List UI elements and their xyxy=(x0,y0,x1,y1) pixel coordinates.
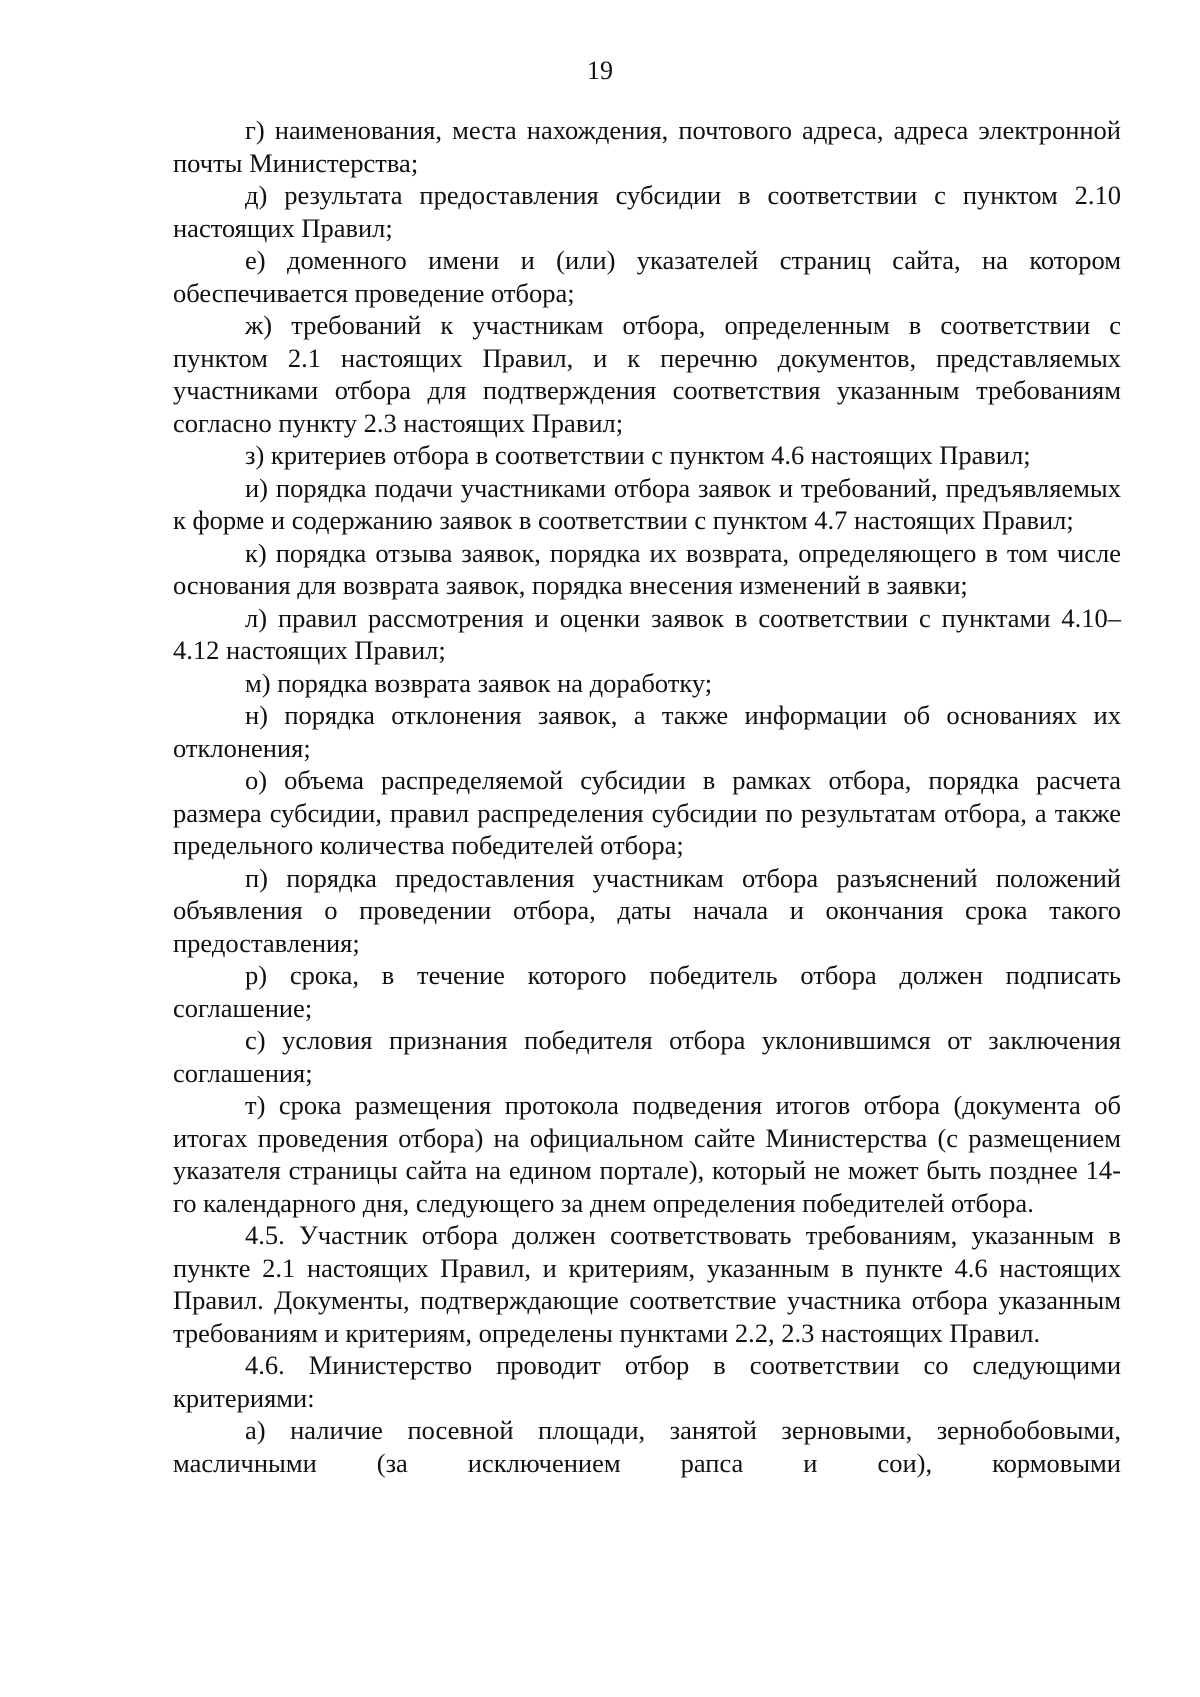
paragraph-item-m: м) порядка возврата заявок на доработку; xyxy=(245,667,713,698)
paragraph-item-g: г) наименования, места нахождения, почтового адреса, адреса электронной почты Министерства; xyxy=(173,115,1121,178)
paragraph-item-s: с) условия признания победителя отбора уклонившимся от заключения соглашения; xyxy=(173,1025,1121,1088)
paragraph-item-n: н) порядка отклонения заявок, а также информации об основаниях их отклонения; xyxy=(173,700,1121,763)
page-number: 19 xyxy=(587,56,613,85)
paragraph-item-zh: ж) требований к участникам отбора, определенным в соответствии с пунктом 2.1 настоящих Правил, и к перечню документов, представляемых участниками отбора для подтверждения соответствия указанным требованиям согласно пункту 2.3 настоящих Правил; xyxy=(173,310,1121,438)
paragraph-criterion-a: а) наличие посевной площади, занятой зерновыми, зернобобовыми, масличными (за исключением рапса и сои), кормовыми xyxy=(173,1415,1121,1478)
paragraph-item-r: р) срока, в течение которого победитель отбора должен подписать соглашение; xyxy=(173,960,1121,1023)
document-body xyxy=(173,114,1121,1479)
paragraph-item-i: и) порядка подачи участниками отбора заявок и требований, предъявляемых к форме и содержанию заявок в соответствии с пунктом 4.7 настоящих Правил; xyxy=(173,472,1121,535)
paragraph-item-t: т) срока размещения протокола подведения итогов отбора (документа об итогах проведения отбора) на официальном сайте Министерства (с размещением указателя страницы сайта на едином портале), который не может быть позднее 14-го календарного дня, следующего за днем определения победителей отбора. xyxy=(173,1090,1121,1218)
paragraph-section-4-6: 4.6. Министерство проводит отбор в соответствии со следующими критериями: xyxy=(173,1350,1121,1413)
paragraph-item-z: з) критериев отбора в соответствии с пунктом 4.6 настоящих Правил; xyxy=(245,440,1031,470)
paragraph-item-p: п) порядка предоставления участникам отбора разъяснений положений объявления о проведении отбора, даты начала и окончания срока такого предоставления; xyxy=(173,862,1121,958)
paragraph-item-e: е) доменного имени и (или) указателей страниц сайта, на котором обеспечивается проведение отбора; xyxy=(173,245,1121,308)
paragraph-item-l: л) правил рассмотрения и оценки заявок в соответствии с пунктами 4.10–4.12 настоящих Правил; xyxy=(173,602,1121,665)
paragraph-item-k: к) порядка отзыва заявок, порядка их возврата, определяющего в том числе основания для возврата заявок, порядка внесения изменений в заявки; xyxy=(173,537,1121,600)
paragraph-item-d: д) результата предоставления субсидии в соответствии с пунктом 2.10 настоящих Правил; xyxy=(173,180,1121,243)
paragraph-section-4-5: 4.5. Участник отбора должен соответствовать требованиям, указанным в пункте 2.1 настоящих Правил, и критериям, указанным в пункте 4.6 настоящих Правил. Документы, подтверждающие соответствие участника отбора указанным требованиям и критериям, определены пунктами 2.2, 2.3 настоящих Правил. xyxy=(173,1220,1121,1348)
paragraph-item-o: о) объема распределяемой субсидии в рамках отбора, порядка расчета размера субсидии, правил распределения субсидии по результатам отбора, а также предельного количества победителей отбора; xyxy=(173,765,1121,860)
